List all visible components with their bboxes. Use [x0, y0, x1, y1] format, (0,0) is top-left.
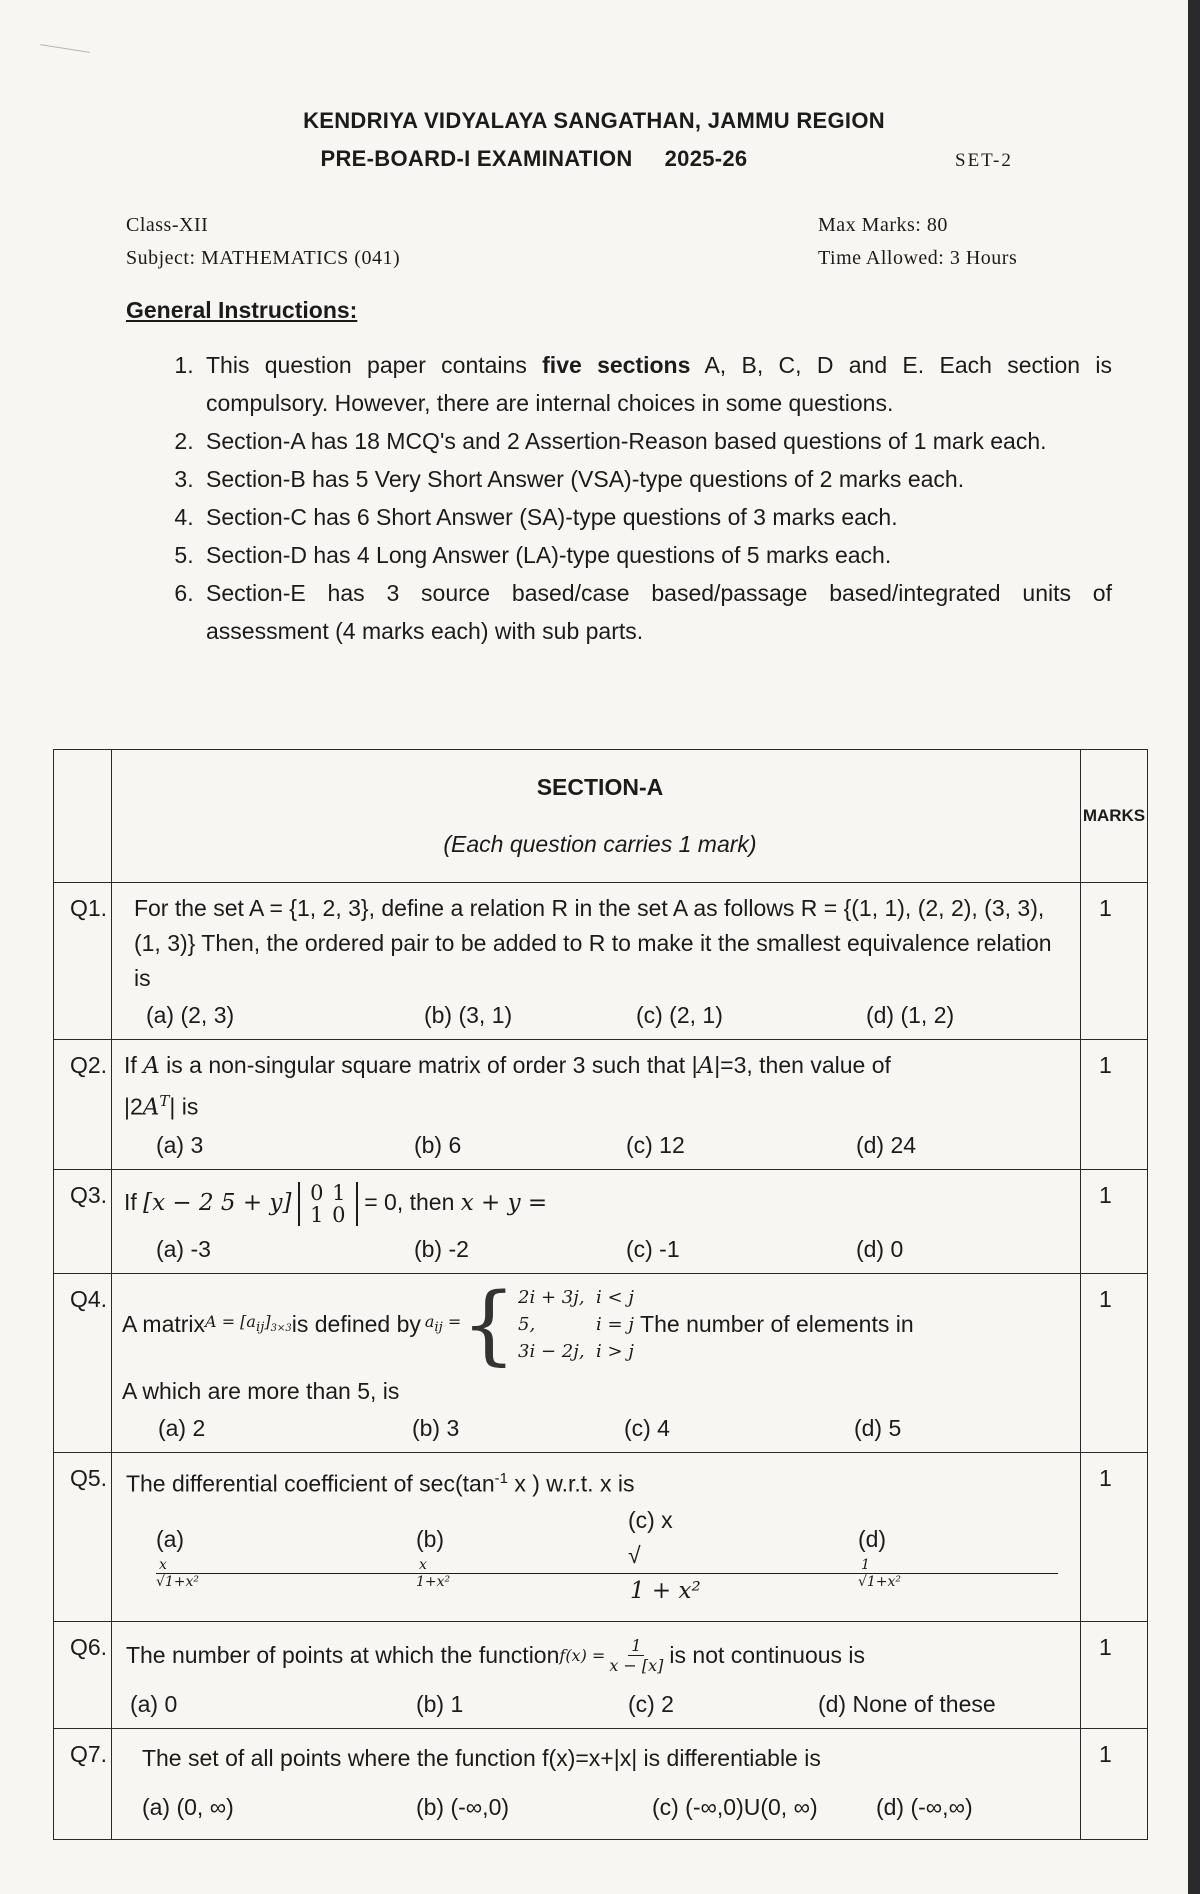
- brace-icon: {: [461, 1274, 517, 1375]
- option-b: (b) 1: [415, 1691, 464, 1718]
- options: [142, 1790, 1066, 1825]
- matrix: 0 1 1 0: [298, 1182, 358, 1226]
- piecewise-definition: { 2i + 3j, i < j 5, i = j 3i − 2j, i > j: [461, 1274, 634, 1375]
- options: [126, 1503, 1066, 1609]
- class-label: Class-XII: [126, 214, 209, 236]
- option-d: (d) (1, 2): [865, 1002, 955, 1028]
- option-a: (a) -3: [155, 1235, 211, 1262]
- options: [122, 1411, 1066, 1446]
- scan-mark: [40, 44, 90, 53]
- option-c: (c) x √ 1 + x²: [628, 1503, 858, 1609]
- question-row: [54, 1622, 1148, 1729]
- option-c: (c) (2, 1): [635, 1002, 723, 1028]
- question-text: If A is a non-singular square matrix of order 3 such that |A|=3, then value of $|2A^T|$ is: [123, 1052, 891, 1121]
- option-b: (b) (-∞,0): [415, 1794, 510, 1821]
- question-number: Q3.: [54, 1169, 112, 1273]
- instruction-item: 6. Section-E has 3 source based/case based/passage based/integrated units of assessment (4 marks each) with sub parts.: [200, 574, 1112, 650]
- question-marks: 1: [1080, 1729, 1147, 1840]
- instruction-item: 3. Section-B has 5 Very Short Answer (VSA)-type questions of 2 marks each.: [200, 460, 1112, 498]
- option-b: (b) 3: [411, 1414, 460, 1441]
- option-b: (b) (3, 1): [423, 1002, 513, 1028]
- subject-label: Subject: MATHEMATICS (041): [126, 247, 401, 269]
- option-a: (a) 2: [157, 1414, 206, 1441]
- instructions-list: [160, 346, 1112, 650]
- question-marks: 1: [1080, 1452, 1147, 1622]
- question-row: [54, 1452, 1148, 1622]
- option-d: (d) 1 √1+x²: [858, 1522, 1058, 1590]
- question-number: Q7.: [54, 1729, 112, 1840]
- instructions-title: General Instructions:: [126, 297, 358, 323]
- instruction-item: 2. Section-A has 18 MCQ's and 2 Assertion-Reason based questions of 1 mark each.: [200, 422, 1112, 460]
- question-text: For the set A = {1, 2, 3}, define a relation R in the set A as follows R = {(1, 1), (2, 2), (3, 3), (1, 3)} Then, the ordered pair to be added to R to make it the smallest equivalence relation is: [133, 895, 1052, 991]
- option-d: (d) None of these: [817, 1691, 996, 1718]
- question-row: [54, 1729, 1148, 1840]
- option-c: (c) 12: [625, 1131, 685, 1158]
- options: [126, 1687, 1066, 1722]
- option-a: (a) x √1+x²: [126, 1522, 416, 1590]
- options: [124, 1232, 1066, 1267]
- option-b: (b) 6: [413, 1131, 462, 1158]
- question-row: [54, 1169, 1148, 1273]
- question-marks: 1: [1080, 1622, 1147, 1729]
- instruction-item: 1. This question paper contains five sections A, B, C, D and E. Each section is compulsory. However, there are internal choices in some questions.: [200, 346, 1112, 422]
- question-number: Q2.: [54, 1040, 112, 1170]
- question-text: If [x − 2 5 + y] 0 1 1 0 = 0, then x + y =: [123, 1180, 548, 1227]
- question-text: The differential coefficient of $\sec(\tan^{-1}$ x ) w.r.t. x is: [125, 1469, 635, 1497]
- question-text: A matrix $A = [a_{ij}]_{3\times 3}$ is defined by $a_{ij}$ = { 2i + 3j, i < j 5, i = j 3i − 2j, i > j The number of elements in: [121, 1274, 914, 1375]
- marks-header: MARKS: [1080, 750, 1147, 883]
- question-marks: 1: [1080, 883, 1147, 1040]
- option-c: (c) -1: [625, 1235, 680, 1262]
- question-marks: 1: [1080, 1169, 1147, 1273]
- options: [134, 998, 1066, 1033]
- option-c: (c) (-∞,0)U(0, ∞): [651, 1794, 818, 1821]
- question-number: Q4.: [54, 1273, 112, 1452]
- question-text: The set of all points where the function f(x)=x+|x| is differentiable is: [141, 1745, 821, 1772]
- option-a: (a) 0: [129, 1691, 178, 1718]
- scan-edge: [1188, 0, 1200, 1894]
- option-d: (d) 24: [855, 1131, 917, 1158]
- question-number: Q6.: [54, 1622, 112, 1729]
- question-table: [53, 749, 1148, 1840]
- set-number: SET-2: [955, 150, 1013, 171]
- question-row: [54, 883, 1148, 1040]
- option-a: (a) (0, ∞): [141, 1794, 234, 1821]
- question-number: Q5.: [54, 1452, 112, 1622]
- section-title: SECTION-A: [536, 774, 664, 800]
- exam-session: 2025-26: [664, 146, 748, 171]
- question-marks: 1: [1080, 1273, 1147, 1452]
- section-subtitle: (Each question carries 1 mark): [443, 831, 757, 857]
- question-row: [54, 1273, 1148, 1452]
- section-header-row: [54, 750, 1148, 883]
- exam-name: PRE-BOARD-I EXAMINATION: [320, 146, 633, 171]
- question-row: [54, 1040, 1148, 1170]
- instruction-item: 5. Section-D has 4 Long Answer (LA)-type questions of 5 marks each.: [200, 536, 1112, 574]
- question-text-line2: A which are more than 5, is: [121, 1377, 400, 1404]
- options: [124, 1128, 1066, 1163]
- option-a: (a) (2, 3): [145, 1002, 235, 1028]
- question-marks: 1: [1080, 1040, 1147, 1170]
- question-number: Q1.: [54, 883, 112, 1040]
- time-allowed: Time Allowed: 3 Hours: [818, 247, 1018, 269]
- option-d: (d) 5: [853, 1414, 902, 1441]
- question-text: The number of points at which the function f(x) = $\frac{1}{x - [x]}$ is not continuous is: [125, 1636, 866, 1676]
- instruction-item: 4. Section-C has 6 Short Answer (SA)-type questions of 3 marks each.: [200, 498, 1112, 536]
- max-marks: Max Marks: 80: [818, 214, 948, 236]
- option-c: (c) 4: [623, 1414, 670, 1441]
- org-title: KENDRIYA VIDYALAYA SANGATHAN, JAMMU REGION: [303, 108, 885, 133]
- option-b: (b) x 1+x²: [416, 1522, 628, 1590]
- option-b: (b) -2: [413, 1235, 469, 1262]
- option-d: (d) (-∞,∞): [875, 1794, 973, 1821]
- option-a: (a) 3: [155, 1131, 204, 1158]
- row-vector: [x − 2 5 + y]: [143, 1189, 292, 1216]
- option-c: (c) 2: [627, 1691, 674, 1718]
- option-d: (d) 0: [855, 1235, 904, 1262]
